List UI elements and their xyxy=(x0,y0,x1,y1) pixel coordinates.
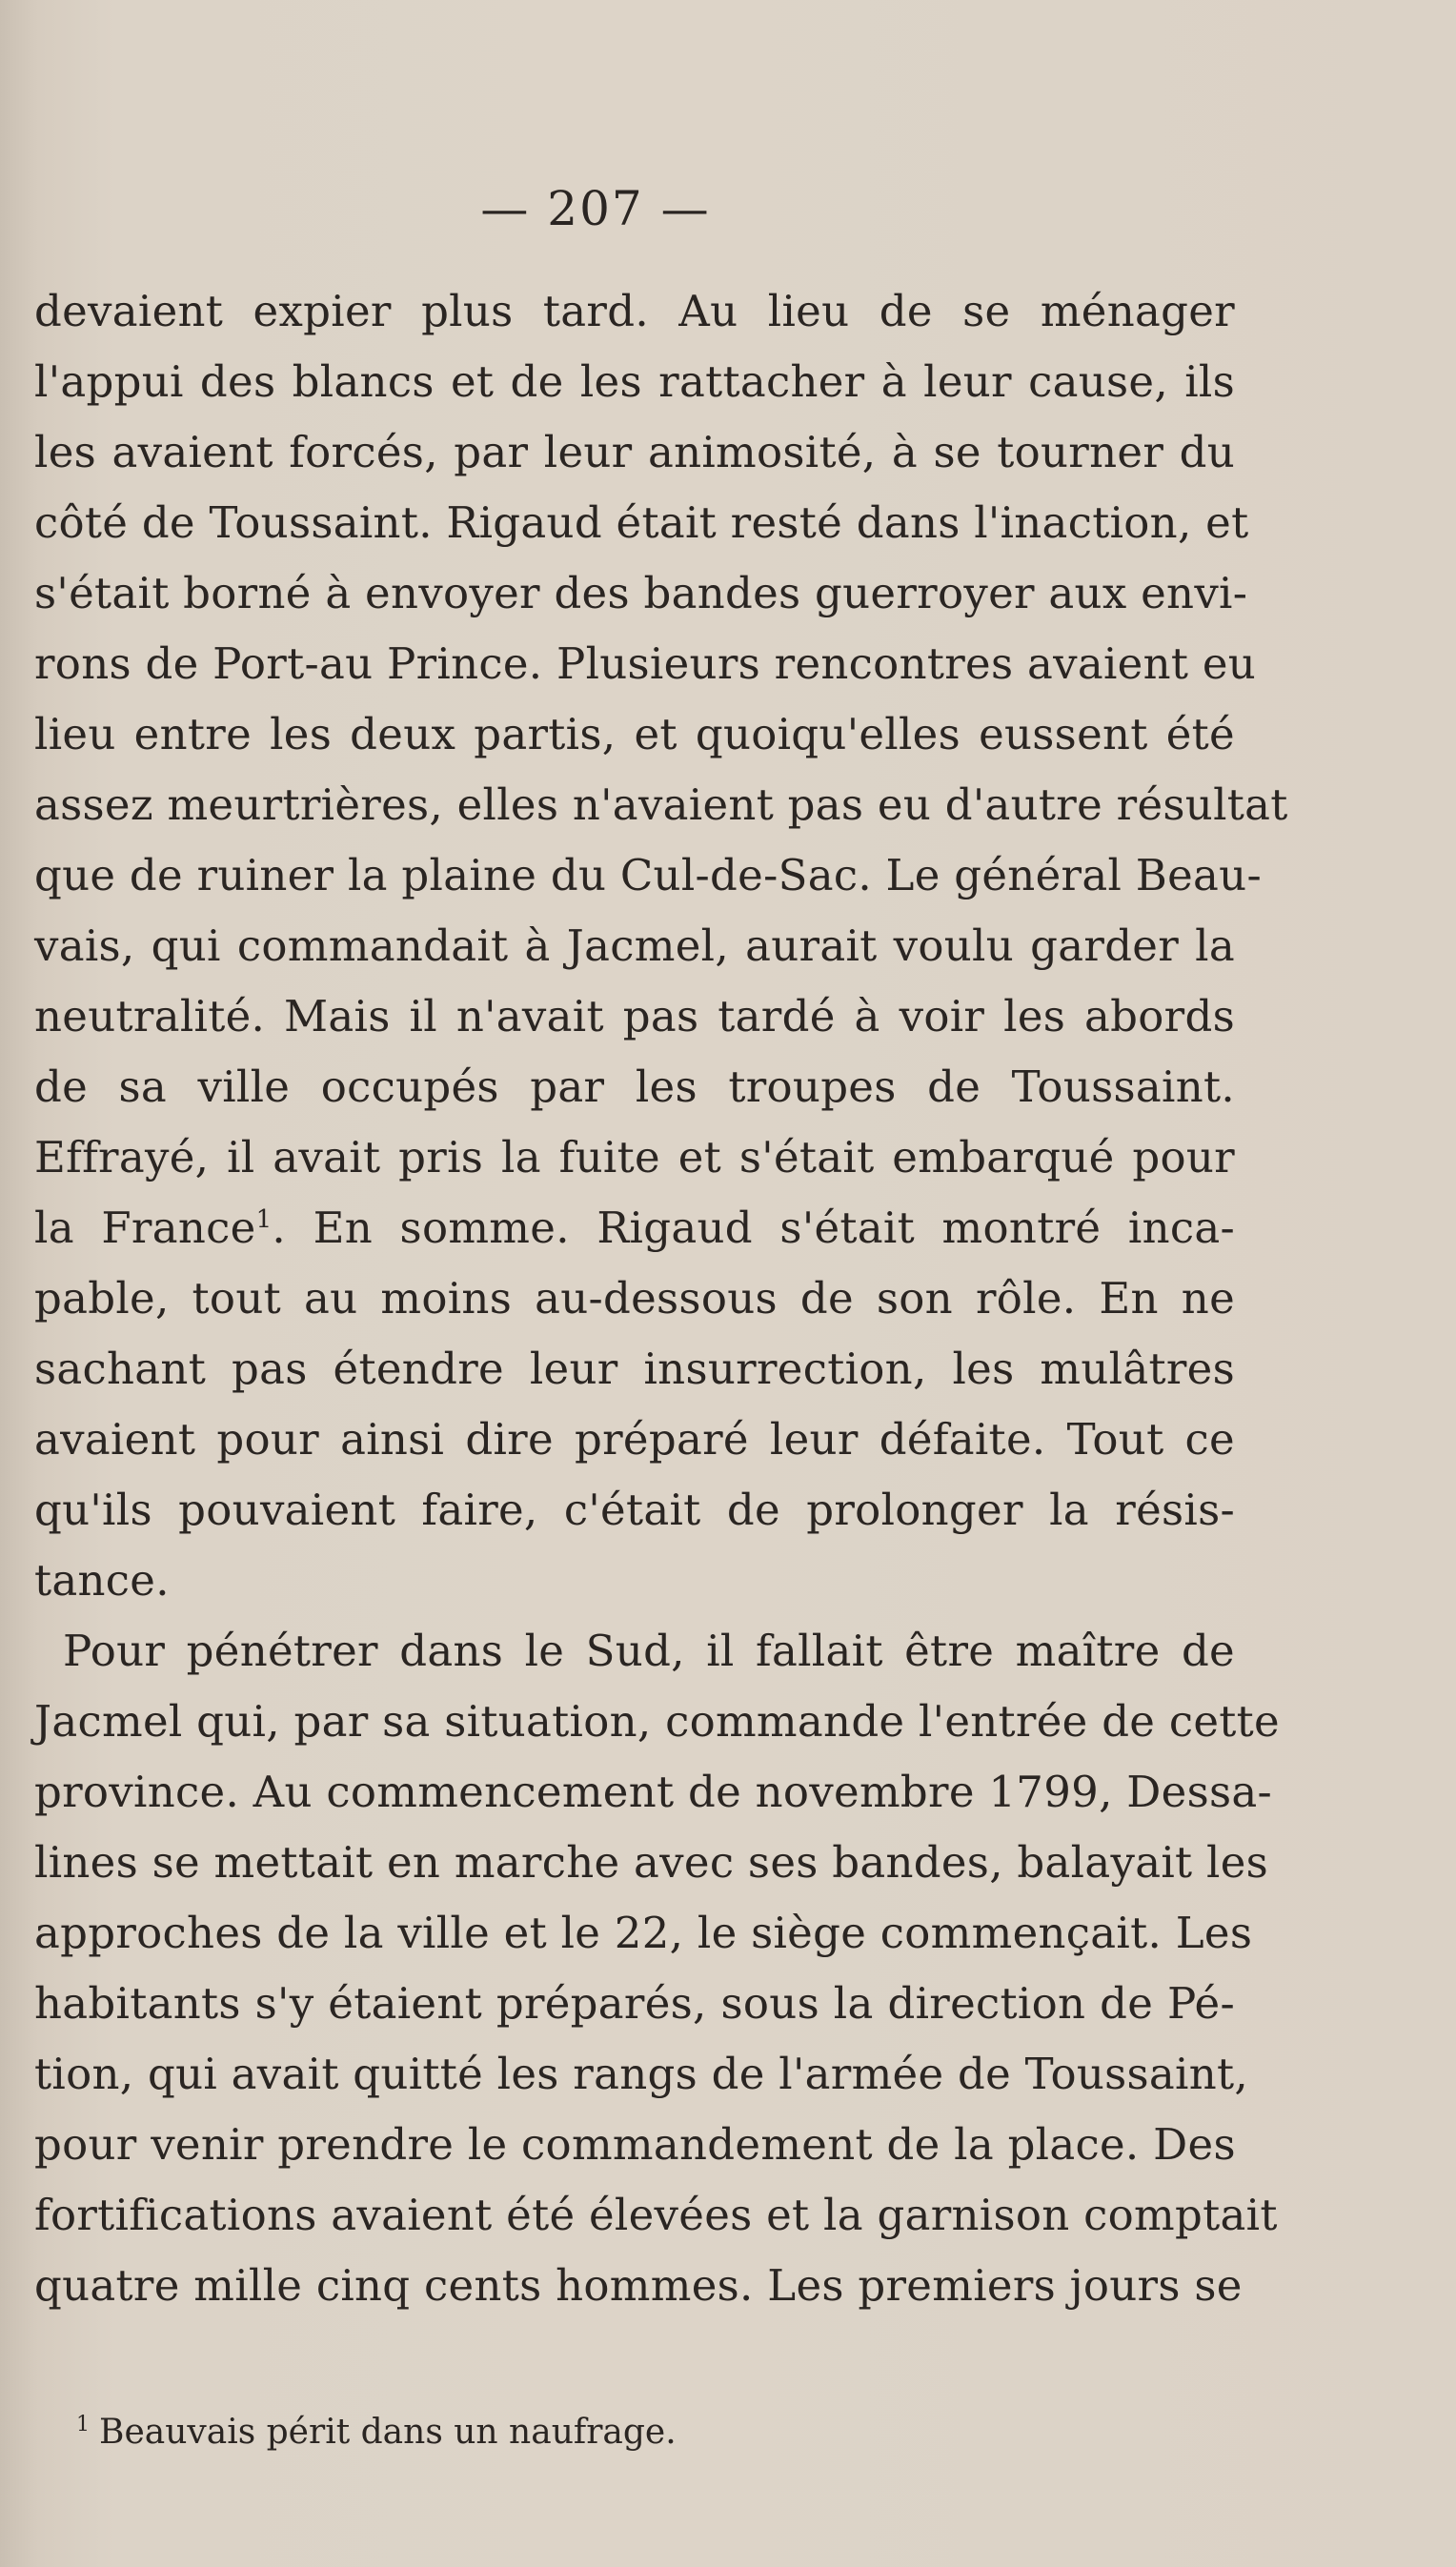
text-line: habitants s'y étaient préparés, sous la direction de Pé- xyxy=(34,1978,1235,2029)
footnote-text: Beauvais périt dans un naufrage. xyxy=(99,2413,677,2452)
text-line: rons de Port-au Prince. Plusieurs rencontres avaient eu xyxy=(34,638,1257,689)
text-line: côté de Toussaint. Rigaud était resté dans l'inaction, et xyxy=(34,497,1249,548)
text-line: neutralité. Mais il n'avait pas tardé à voir les abords xyxy=(34,991,1235,1041)
text-line: assez meurtrières, elles n'avaient pas eu d'autre résultat xyxy=(34,779,1288,830)
text-line: que de ruiner la plaine du Cul-de-Sac. Le général Beau- xyxy=(34,850,1262,900)
text-line: tion, qui avait quitté les rangs de l'armée de Toussaint, xyxy=(34,2049,1249,2099)
text-line: l'appui des blancs et de les rattacher à leur cause, ils xyxy=(34,356,1235,407)
text-line: province. Au commencement de novembre 1799, Dessa- xyxy=(34,1767,1273,1817)
text-line: tance. xyxy=(34,1555,170,1606)
text-line-with-footnote-ref xyxy=(34,1193,1235,1263)
page-number: — 207 — xyxy=(480,181,711,236)
text-line: lines se mettait en marche avec ses bandes, balayait les xyxy=(34,1837,1269,1888)
text-line: Effrayé, il avait pris la fuite et s'était embarqué pour xyxy=(34,1132,1235,1182)
text-line: qu'ils pouvaient faire, c'était de prolonger la résis- xyxy=(34,1485,1235,1535)
text-line: pour venir prendre le commandement de la place. Des xyxy=(34,2119,1236,2170)
text-line: de sa ville occupés par les troupes de Toussaint. xyxy=(34,1061,1235,1112)
text-line: sachant pas étendre leur insurrection, les mulâtres xyxy=(34,1344,1235,1394)
text-line: pable, tout au moins au-dessous de son rôle. En ne xyxy=(34,1273,1235,1324)
text-line: s'était borné à envoyer des bandes guerroyer aux envi- xyxy=(34,568,1248,618)
text-line: avaient pour ainsi dire préparé leur défaite. Tout ce xyxy=(34,1414,1235,1465)
footnote xyxy=(76,2401,934,2456)
text-line: quatre mille cinq cents hommes. Les premiers jours se xyxy=(34,2260,1243,2311)
text-line: Jacmel qui, par sa situation, commande l'entrée de cette xyxy=(34,1696,1280,1747)
body-text xyxy=(34,276,1288,2321)
text-line: approches de la ville et le 22, le siège commençait. Les xyxy=(34,1908,1253,1958)
text-line-start: la France xyxy=(34,1203,256,1253)
text-line-paragraph-start: Pour pénétrer dans le Sud, il fallait être maître de xyxy=(63,1626,1235,1676)
text-line: lieu entre les deux partis, et quoiqu'elles eussent été xyxy=(34,709,1235,759)
text-line: fortifications avaient été élevées et la garnison comptait xyxy=(34,2190,1278,2240)
text-line: vais, qui commandait à Jacmel, aurait voulu garder la xyxy=(34,920,1235,971)
text-line: devaient expier plus tard. Au lieu de se ménager xyxy=(34,286,1235,336)
text-line: les avaient forcés, par leur animosité, à se tourner du xyxy=(34,427,1235,477)
footnote-reference[interactable]: 1 xyxy=(255,1205,273,1234)
text-line-end: . En somme. Rigaud s'était montré inca- xyxy=(272,1203,1235,1253)
footnote-mark: 1 xyxy=(76,2413,90,2436)
